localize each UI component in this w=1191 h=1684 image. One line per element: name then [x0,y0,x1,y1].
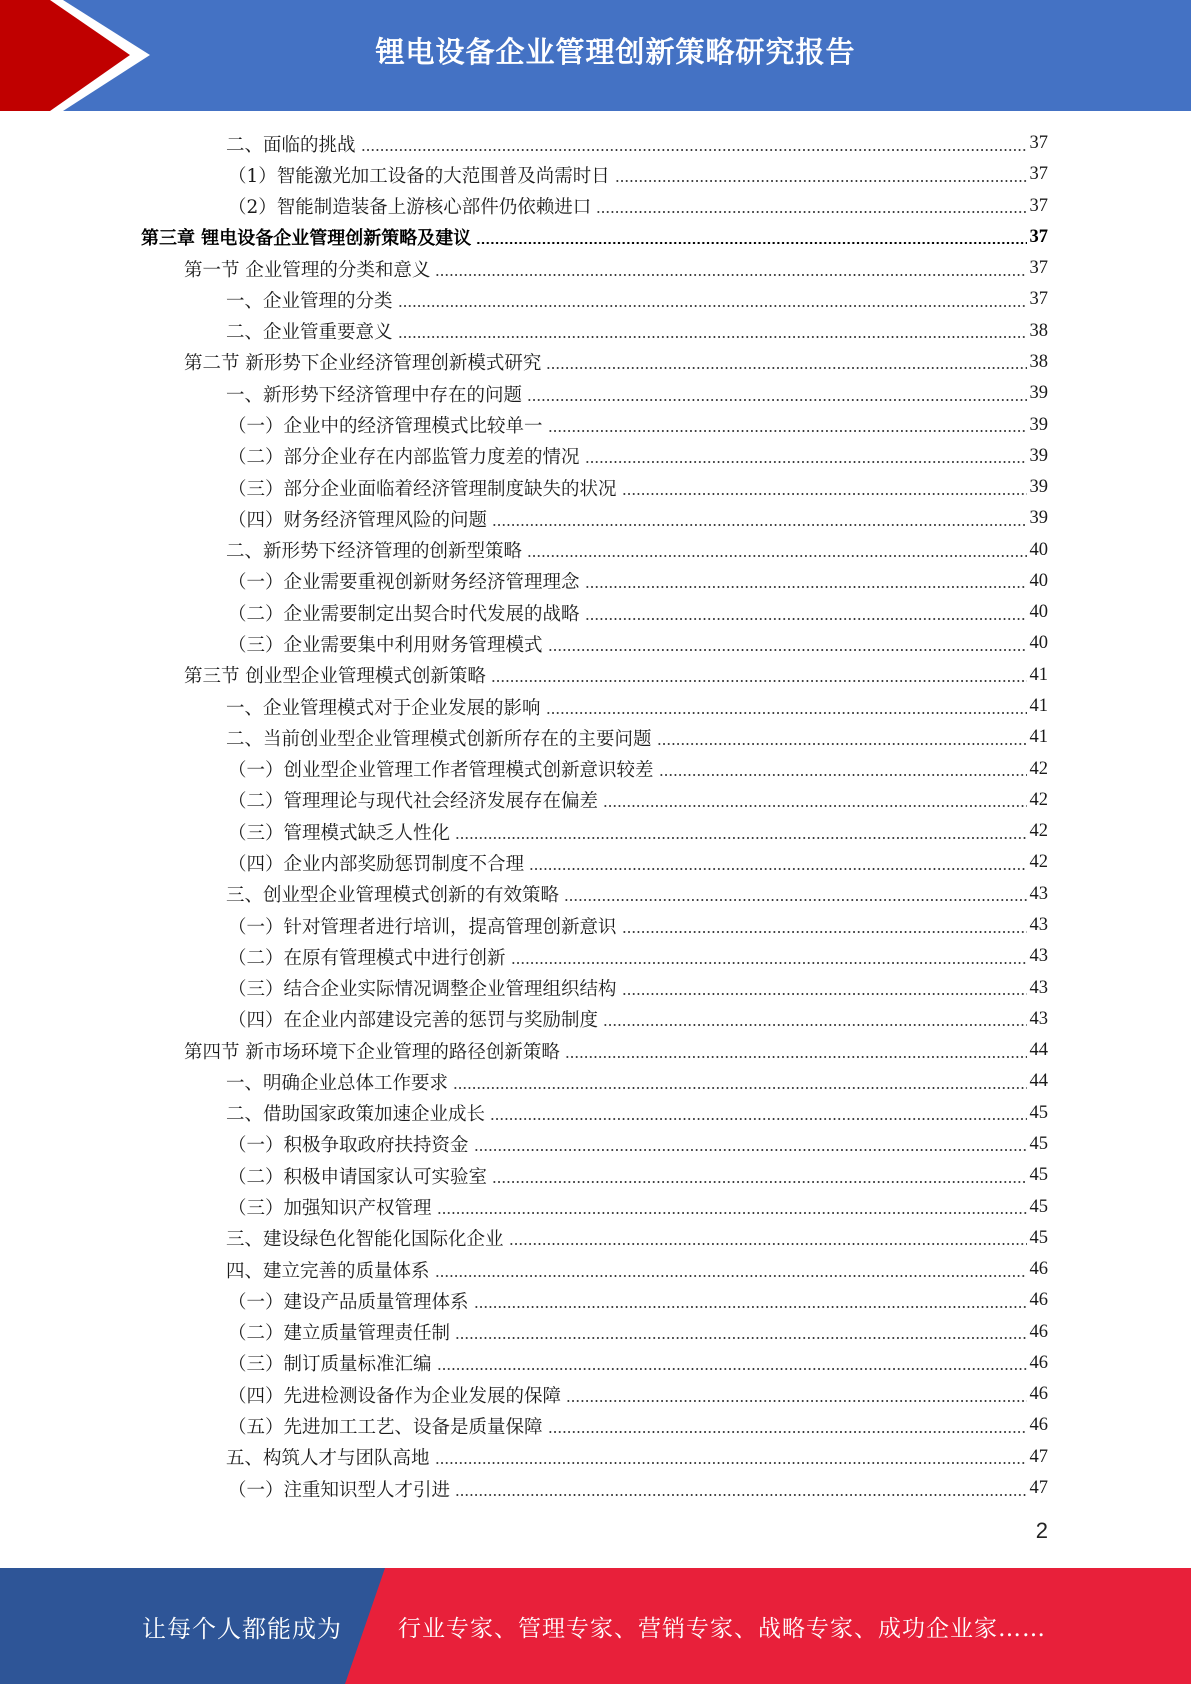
toc-leader-dots [435,1275,1027,1277]
toc-entry[interactable] [228,973,1048,1004]
toc-entry[interactable] [228,1192,1048,1223]
toc-leader-dots [622,931,1027,933]
toc-entry-page: 46 [1029,1290,1048,1311]
toc-leader-dots [659,774,1027,776]
toc-entry-page: 41 [1029,664,1048,685]
toc-entry[interactable] [228,1160,1048,1191]
toc-leader-dots [398,305,1027,307]
toc-leader-dots [437,1368,1027,1370]
toc-leader-dots [476,242,1026,244]
toc-entry-title: 二、企业管重要意义 [226,322,393,344]
toc-leader-dots [603,1024,1026,1026]
toc-entry-title: （四）企业内部奖励惩罚制度不合理 [228,853,525,875]
toc-entry-page: 38 [1029,320,1048,341]
toc-entry-page: 39 [1029,383,1048,404]
toc-entry[interactable] [226,1098,1048,1129]
toc-entry-title: （1）智能激光加工设备的大范围普及尚需时日 [228,165,610,187]
toc-entry-title: （四）在企业内部建设完善的惩罚与奖励制度 [228,1010,599,1032]
toc-entry[interactable] [228,410,1048,441]
toc-entry-title: 一、新形势下经济管理中存在的问题 [226,384,523,406]
toc-leader-dots [596,211,1026,213]
toc-entry-page: 43 [1029,977,1048,998]
toc-entry[interactable] [226,535,1048,566]
toc-entry-title: 五、构筑人才与团队高地 [226,1448,430,1470]
toc-entry-page: 46 [1029,1259,1048,1280]
toc-entry-title: 第一节 企业管理的分类和意义 [184,259,431,281]
toc-entry-page: 39 [1029,445,1048,466]
toc-entry[interactable] [228,754,1048,785]
page-header [0,0,1191,111]
toc-entry-page: 37 [1029,195,1048,216]
toc-leader-dots [455,1337,1026,1339]
toc-entry[interactable] [184,1035,1048,1066]
toc-entry-title: （二）企业需要制定出契合时代发展的战略 [228,603,580,625]
toc-entry-page: 37 [1029,164,1048,185]
footer-slogan-left: 让每个人都能成为 [142,1614,342,1643]
toc-entry-title: （一）创业型企业管理工作者管理模式创新意识较差 [228,760,654,782]
footer-slogan-right: 行业专家、管理专家、营销专家、战略专家、成功企业家…… [398,1615,1046,1642]
toc-entry-title: （三）结合企业实际情况调整企业管理组织结构 [228,979,617,1001]
toc-entry-title: 四、建立完善的质量体系 [226,1260,430,1282]
toc-entry[interactable] [226,284,1048,315]
toc-leader-dots [492,524,1026,526]
toc-leader-dots [527,399,1026,401]
toc-entry-title: （一）建设产品质量管理体系 [228,1291,469,1313]
toc-entry[interactable] [184,347,1048,378]
toc-entry-title: （四）先进检测设备作为企业发展的保障 [228,1385,562,1407]
toc-entry-page: 42 [1029,821,1048,842]
toc-entry-page: 44 [1029,1040,1048,1061]
toc-entry-page: 39 [1029,414,1048,435]
toc-entry-page: 41 [1029,696,1048,717]
toc-entry-title: 一、企业管理的分类 [226,290,393,312]
toc-entry-page: 39 [1029,508,1048,529]
toc-leader-dots [566,1400,1026,1402]
toc-leader-dots [455,1494,1026,1496]
toc-entry[interactable] [228,1348,1048,1379]
toc-leader-dots [509,1243,1027,1245]
toc-entry-title: （一）企业中的经济管理模式比较单一 [228,416,543,438]
toc-entry-page: 37 [1029,289,1048,310]
toc-entry-title: （三）制订质量标准汇编 [228,1354,432,1376]
toc-leader-dots [529,868,1026,870]
toc-entry-page: 40 [1029,539,1048,560]
toc-leader-dots [546,367,1026,369]
toc-entry[interactable] [226,1066,1048,1097]
toc-entry-title: 第二节 新形势下企业经济管理创新模式研究 [184,353,542,375]
toc-entry[interactable] [228,1379,1048,1410]
toc-leader-dots [548,649,1027,651]
toc-leader-dots [492,1181,1026,1183]
toc-entry-page: 45 [1029,1133,1048,1154]
toc-leader-dots [548,430,1027,432]
toc-leader-dots [622,493,1027,495]
toc-entry-title: 第三章 锂电设备企业管理创新策略及建议 [141,228,472,250]
toc-entry-page: 37 [1029,258,1048,279]
toc-entry-page: 42 [1029,758,1048,779]
toc-entry[interactable] [226,1442,1048,1473]
toc-entry[interactable] [228,910,1048,941]
toc-entry[interactable] [228,597,1048,628]
page-footer [0,1568,1191,1684]
toc-entry[interactable] [184,660,1048,691]
toc-entry[interactable] [228,1473,1048,1504]
toc-entry[interactable] [226,378,1048,409]
toc-entry-title: （一）注重知识型人才引进 [228,1479,451,1501]
toc-entry[interactable] [226,316,1048,347]
toc-entry-page: 46 [1029,1384,1048,1405]
toc-entry-title: 一、明确企业总体工作要求 [226,1072,449,1094]
toc-entry-title: （五）先进加工工艺、设备是质量保障 [228,1416,543,1438]
toc-entry-page: 40 [1029,633,1048,654]
toc-entry-title: 二、借助国家政策加速企业成长 [226,1104,486,1126]
toc-leader-dots [585,461,1027,463]
toc-entry[interactable] [228,159,1048,190]
toc-entry-title: （三）加强知识产权管理 [228,1198,432,1220]
toc-entry-page: 40 [1029,602,1048,623]
toc-entry-page: 42 [1029,789,1048,810]
toc-leader-dots [585,618,1027,620]
toc-entry-page: 44 [1029,1071,1048,1092]
toc-entry-page: 47 [1029,1478,1048,1499]
toc-entry-page: 40 [1029,570,1048,591]
toc-entry[interactable] [228,472,1048,503]
toc-entry-title: （一）针对管理者进行培训，提高管理创新意识 [228,916,617,938]
toc-entry-title: （三）管理模式缺乏人性化 [228,822,451,844]
toc-leader-dots [474,1306,1027,1308]
toc-entry-page: 43 [1029,946,1048,967]
toc-leader-dots [511,962,1027,964]
toc-entry-title: 二、面临的挑战 [226,134,356,156]
toc-entry-title: （三）企业需要集中利用财务管理模式 [228,634,543,656]
toc-leader-dots [490,1118,1026,1120]
toc-entry-page: 43 [1029,1008,1048,1029]
toc-entry[interactable] [228,1129,1048,1160]
toc-leader-dots [361,149,1027,151]
toc-entry[interactable] [228,1285,1048,1316]
toc-entry-title: （四）财务经济管理风险的问题 [228,509,488,531]
toc-entry[interactable] [228,816,1048,847]
toc-leader-dots [437,1212,1027,1214]
toc-leader-dots [435,1462,1027,1464]
toc-leader-dots [474,1149,1027,1151]
toc-leader-dots [548,1431,1027,1433]
toc-entry-page: 45 [1029,1196,1048,1217]
toc-entry[interactable] [228,566,1048,597]
toc-entry[interactable] [228,441,1048,472]
toc-entry[interactable] [226,691,1048,722]
page-number: 2 [1035,1518,1048,1543]
toc-entry-page: 38 [1029,351,1048,372]
toc-entry[interactable] [226,128,1048,159]
toc-entry[interactable] [228,1317,1048,1348]
toc-leader-dots [564,899,1026,901]
toc-entry-page: 39 [1029,477,1048,498]
toc-entry-page: 46 [1029,1352,1048,1373]
toc-leader-dots [453,1087,1026,1089]
toc-entry-title: （二）积极申请国家认可实验室 [228,1166,488,1188]
toc-entry-title: （二）部分企业存在内部监管力度差的情况 [228,447,580,469]
toc-entry-title: （二）管理理论与现代社会经济发展存在偏差 [228,791,599,813]
toc-entry-title: （2）智能制造装备上游核心部件仍依赖进口 [228,197,592,219]
toc-leader-dots [615,180,1027,182]
toc-entry[interactable] [141,222,1048,253]
toc-entry-title: （一）积极争取政府扶持资金 [228,1135,469,1157]
toc-leader-dots [435,274,1026,276]
toc-leader-dots [527,555,1026,557]
toc-entry-title: 第三节 创业型企业管理模式创新策略 [184,666,486,688]
toc-entry[interactable] [228,628,1048,659]
toc-leader-dots [546,712,1027,714]
toc-entry-title: （一）企业需要重视创新财务经济管理理念 [228,572,580,594]
toc-entry-page: 37 [1029,133,1048,153]
toc-entry-page: 45 [1029,1227,1048,1248]
toc-entry[interactable] [226,1254,1048,1285]
toc-entry-title: 第四节 新市场环境下企业管理的路径创新策略 [184,1041,560,1063]
toc-entry-page: 46 [1029,1415,1048,1436]
toc-entry-page: 47 [1029,1446,1048,1467]
toc-entry[interactable] [184,253,1048,284]
toc-leader-dots [657,743,1027,745]
toc-entry[interactable] [228,191,1048,222]
toc-entry-title: 二、当前创业型企业管理模式创新所存在的主要问题 [226,728,652,750]
toc-entry-title: （三）部分企业面临着经济管理制度缺失的状况 [228,478,617,500]
toc-entry-title: （二）建立质量管理责任制 [228,1323,451,1345]
toc-leader-dots [491,680,1027,682]
toc-entry[interactable] [228,941,1048,972]
toc-entry-page: 42 [1029,852,1048,873]
toc-entry-title: （二）在原有管理模式中进行创新 [228,947,506,969]
toc-entry-page: 46 [1029,1321,1048,1342]
toc-entry[interactable] [228,785,1048,816]
toc-entry[interactable] [228,1410,1048,1441]
toc-entry-page: 45 [1029,1165,1048,1186]
toc-entry-page: 37 [1029,226,1048,247]
toc-entry-title: 三、建设绿色化智能化国际化企业 [226,1229,504,1251]
toc-entry-title: 三、创业型企业管理模式创新的有效策略 [226,885,560,907]
toc-entry-page: 45 [1029,1102,1048,1123]
toc-leader-dots [398,336,1027,338]
toc-leader-dots [565,1056,1027,1058]
document-title: 锂电设备企业管理创新策略研究报告 [375,34,856,69]
toc-entry-page: 43 [1029,915,1048,935]
toc-entry[interactable] [226,1223,1048,1254]
toc-entry[interactable] [228,1004,1048,1035]
toc-leader-dots [622,993,1027,995]
toc-entry[interactable] [226,879,1048,910]
toc-leader-dots [585,586,1027,588]
toc-entry[interactable] [226,722,1048,753]
toc-leader-dots [603,805,1026,807]
toc-entry-page: 43 [1029,883,1048,904]
toc-leader-dots [455,837,1026,839]
toc-entry[interactable] [228,847,1048,878]
toc-entry-page: 41 [1029,727,1048,748]
toc-entry-title: 一、企业管理模式对于企业发展的影响 [226,697,541,719]
toc-entry[interactable] [228,503,1048,534]
toc-entry-title: 二、新形势下经济管理的创新型策略 [226,541,523,563]
